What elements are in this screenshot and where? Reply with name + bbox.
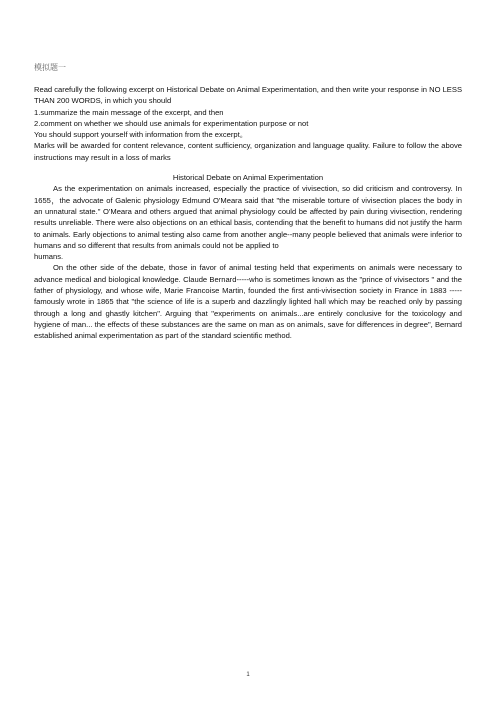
article-paragraph-1: As the experimentation on animals increased, especially the practice of vivisection, so did criticism and controversy. In 1655，the advocate of Galenic physiology Edmund O'Meara said that "the miserable torture of vivisection places the body in an unnatural state." O'Meara and others argued that animal physiology could be affected by pain during vivisection, rendering results unreliable. There were also objections on an ethical basis, contending that the benefit to humans did not justify the harm to animals. Early objections to animal testing also came from another angle--many people believed that animals were inferior to humans and so different that results from animals could not be applied to [34, 184, 462, 250]
instruction-step-2: 2.comment on whether we should use animals for experimentation purpose or not [34, 118, 309, 128]
article-title: Historical Debate on Animal Experimentation [172, 173, 324, 183]
spacer [34, 163, 462, 172]
article-paragraph-2: On the other side of the debate, those in favor of animal testing held that experiments on animals were necessary to advance medical and biological knowledge. Claude Bernard-----who is sometimes known as the "prince of vivisectors " and the father of physiology, and whose wife, Marie Francoise Martin, founded the first anti-vivisection society in France in 1883 -----famously wrote in 1865 that "the science of life is a superb and dazzlingly lighted hall which may be reached only by passing through a long and ghastly kitchen". Arguing that "experiments on animals...are entirely conclusive for the toxicology and hygiene of man... the effects of these substances are the same on man as on animals, save for differences in degree", Bernard established animal experimentation as part of the standard scientific method. [34, 263, 462, 341]
instruction-marking: Marks will be awarded for content relevance, content sufficiency, organization and language quality. Failure to follow the above instructions may result in a loss of marks [34, 141, 462, 162]
exercise-heading: 模拟题一 [34, 63, 66, 72]
instruction-support: You should support yourself with information from the excerpt。 [34, 130, 248, 140]
instruction-step-1: 1.summarize the main message of the excerpt, and then [34, 107, 224, 117]
instruction-intro: Read carefully the following excerpt on Historical Debate on Animal Experimentation, and then write your response in NO LESS THAN 200 WORDS, in which you should [34, 85, 463, 106]
article-paragraph-1-end: humans. [34, 252, 64, 262]
page-number: 1 [246, 672, 250, 678]
document-body [34, 62, 462, 342]
